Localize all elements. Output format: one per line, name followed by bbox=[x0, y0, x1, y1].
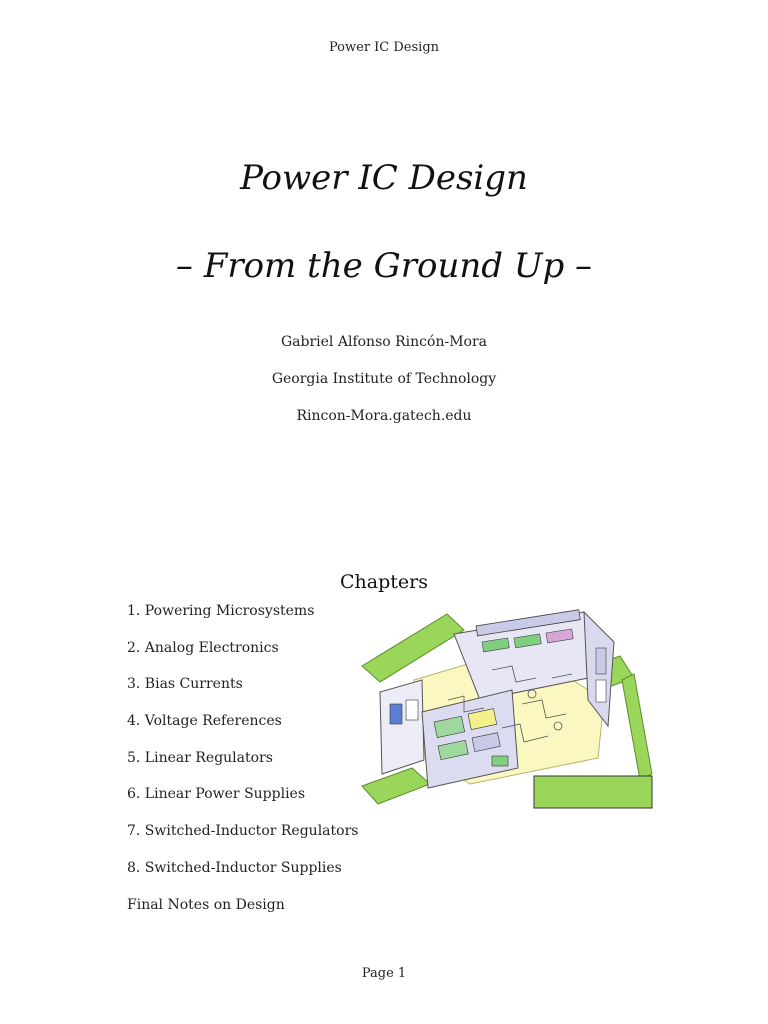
chapter-item-5: 5. Linear Regulators bbox=[127, 749, 273, 766]
page-number: Page 1 bbox=[361, 966, 407, 981]
chapters-heading: Chapters bbox=[340, 571, 428, 593]
chapter-item-7: 7. Switched-Inductor Regulators bbox=[127, 823, 359, 840]
green-box-bottom-right bbox=[534, 776, 652, 808]
chapter-item-1: 1. Powering Microsystems bbox=[127, 603, 315, 619]
green-bar-vertical bbox=[622, 674, 652, 780]
author-email: Rincon-Mora.gatech.edu bbox=[296, 408, 472, 424]
book-title: Power IC Design bbox=[240, 158, 528, 198]
chapter-item-3: 3. Bias Currents bbox=[127, 676, 243, 693]
chapter-item-final: Final Notes on Design bbox=[127, 896, 285, 913]
book-subtitle: – From the Ground Up – bbox=[175, 246, 593, 286]
chapter-item-2: 2. Analog Electronics bbox=[127, 639, 279, 656]
green-bar-bottom-left bbox=[362, 768, 430, 804]
author-name: Gabriel Alfonso Rincón-Mora bbox=[280, 334, 487, 350]
chapter-item-4: 4. Voltage References bbox=[127, 713, 282, 730]
left-panel bbox=[380, 680, 424, 774]
chapter-item-8: 8. Switched-Inductor Supplies bbox=[127, 859, 342, 876]
chapter-item-6: 6. Linear Power Supplies bbox=[127, 786, 306, 803]
circuit-board-illustration bbox=[352, 608, 656, 824]
author-institution: Georgia Institute of Technology bbox=[271, 371, 497, 387]
chapter-list bbox=[127, 603, 358, 933]
running-header: Power IC Design bbox=[328, 40, 440, 55]
